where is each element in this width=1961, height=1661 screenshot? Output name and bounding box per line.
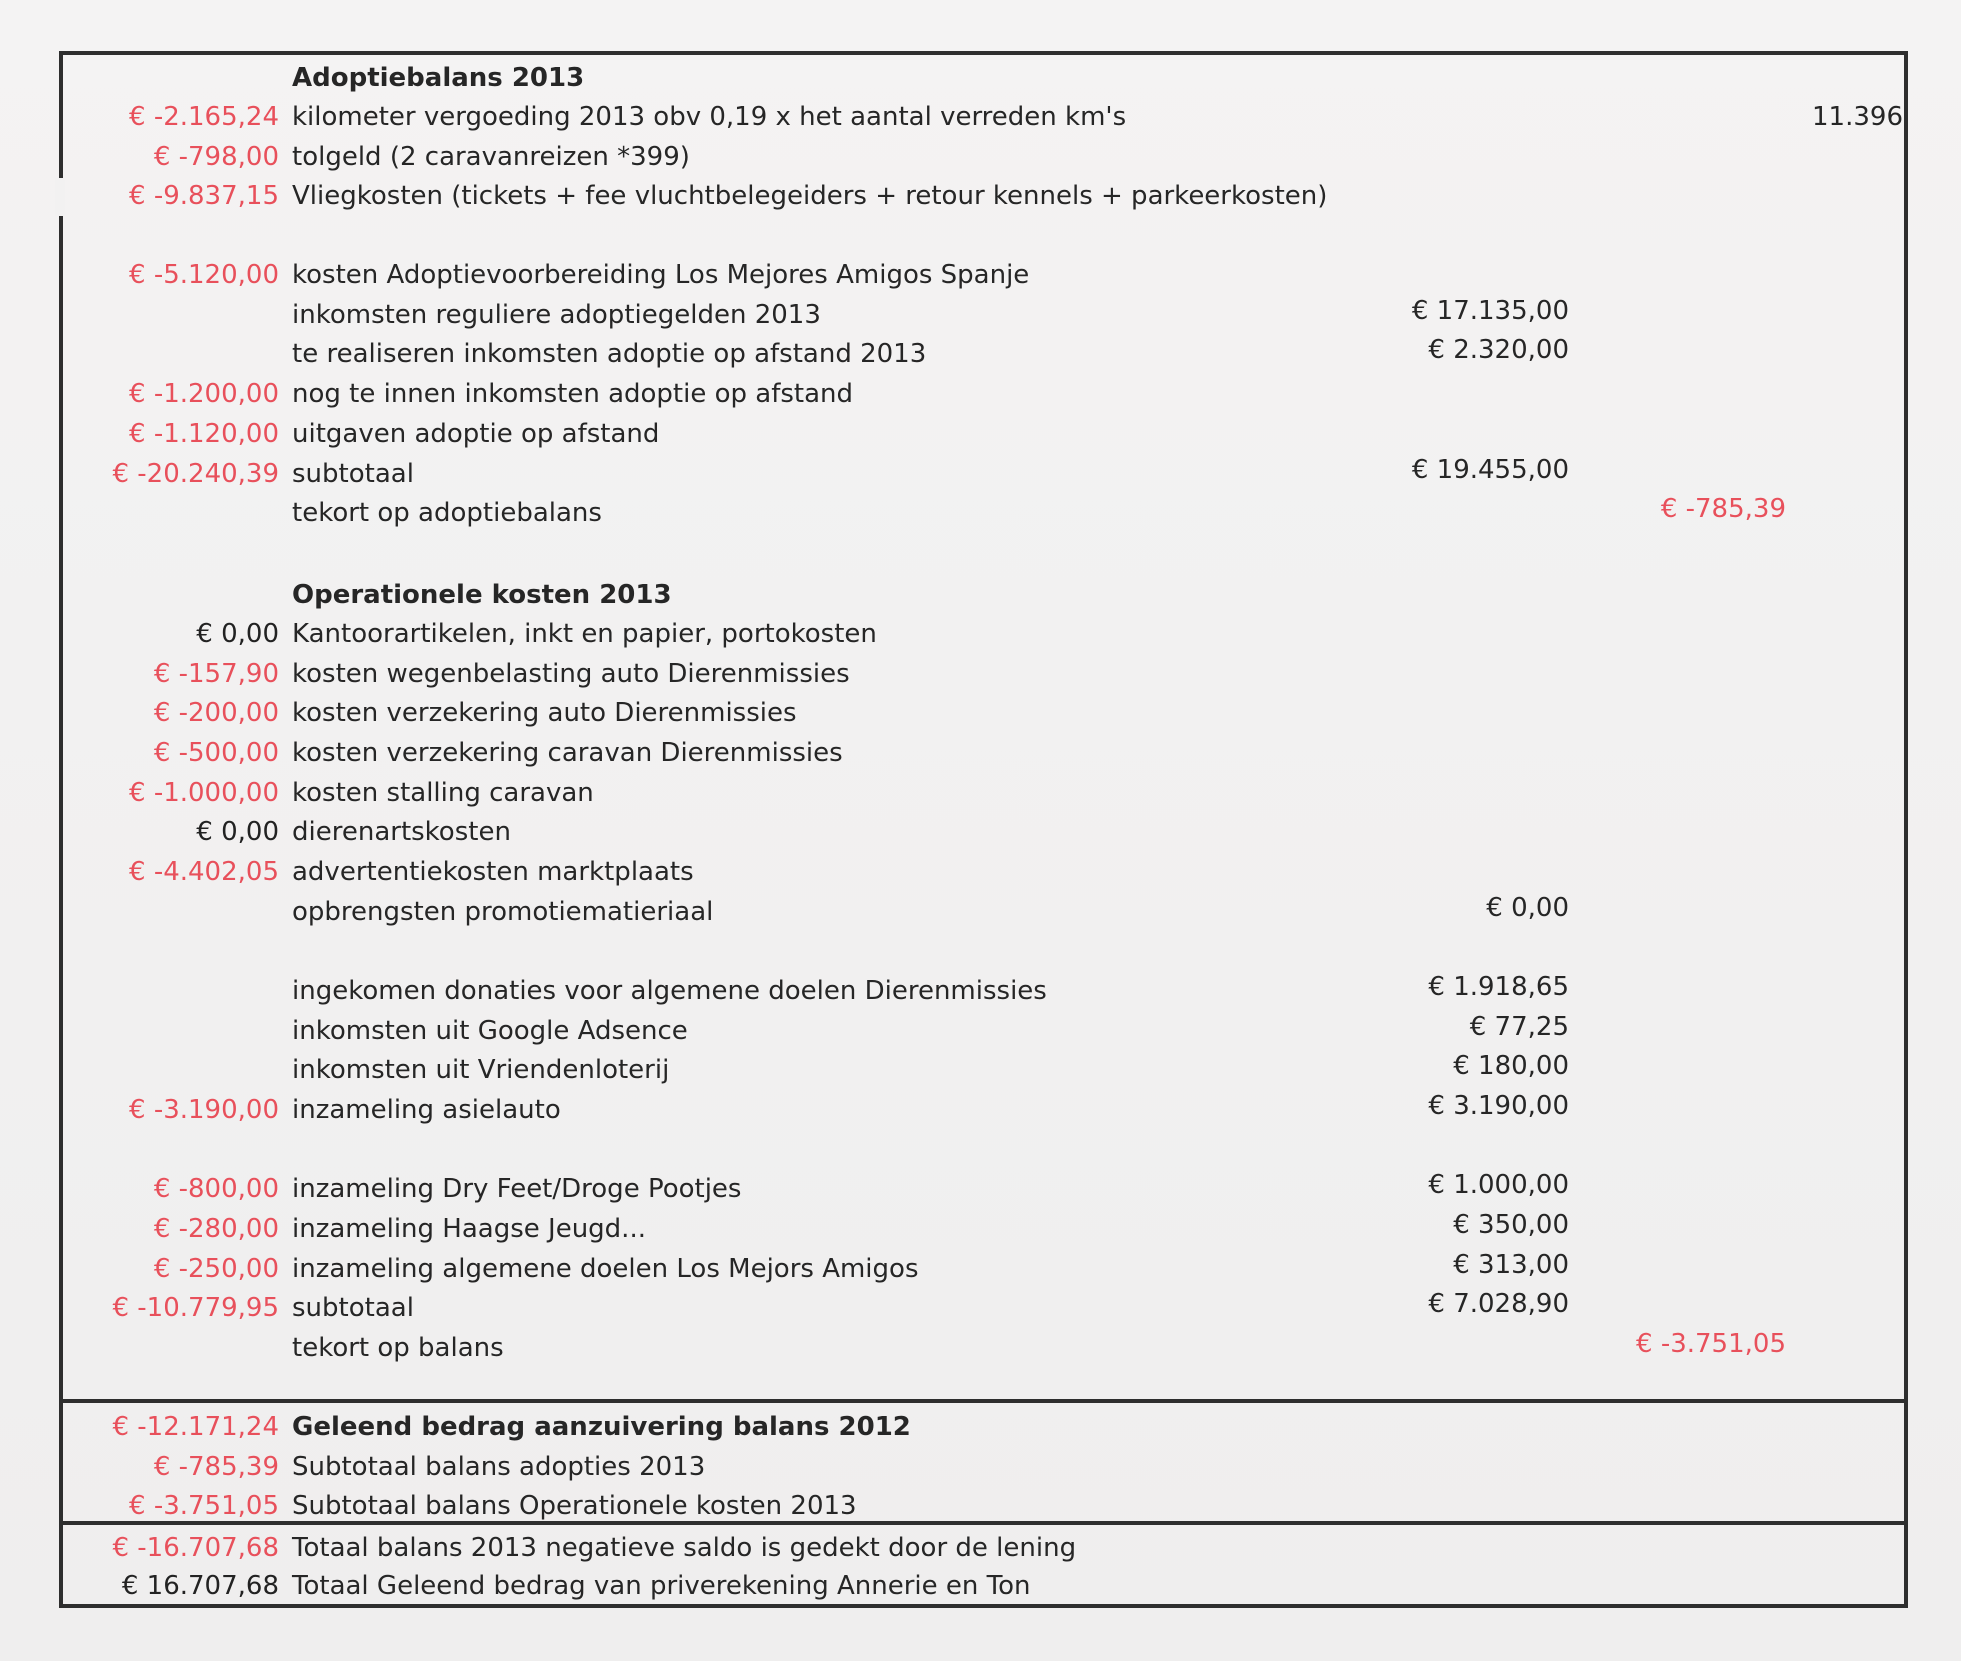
row-amount: € -157,90	[153, 659, 279, 689]
deficit-row	[0, 1330, 1961, 1366]
row-result: € -3.751,05	[1636, 1329, 1786, 1359]
table-row	[0, 1052, 1961, 1088]
row-amount: € -3.190,00	[129, 1095, 279, 1125]
row-income: € 1.918,65	[1428, 972, 1569, 1002]
row-amount: € -4.402,05	[129, 857, 279, 887]
row-result: € -785,39	[1660, 494, 1786, 524]
total-row	[0, 1530, 1961, 1566]
row-description: inzameling Haagse Jeugd...	[292, 1214, 646, 1244]
table-row	[0, 1092, 1961, 1128]
table-row	[0, 775, 1961, 811]
row-description: tolgeld (2 caravanreizen *399)	[292, 142, 690, 172]
row-description: nog te innen inkomsten adoptie op afstand	[292, 379, 854, 409]
row-description: Subtotaal balans adopties 2013	[292, 1452, 706, 1482]
row-income: € 17.135,00	[1411, 296, 1569, 326]
table-row	[0, 854, 1961, 890]
row-description: kosten verzekering auto Dierenmissies	[292, 698, 797, 728]
deficit-row	[0, 495, 1961, 531]
table-row	[0, 257, 1961, 293]
row-description: subtotaal	[292, 1293, 414, 1323]
row-income: € 180,00	[1453, 1051, 1569, 1081]
row-description: Subtotaal balans Operationele kosten 2013	[292, 1491, 857, 1521]
table-row	[0, 656, 1961, 692]
table-row	[0, 735, 1961, 771]
row-description: kilometer vergoeding 2013 obv 0,19 x het aantal verreden km's	[292, 102, 1127, 132]
row-income: € 2.320,00	[1428, 335, 1569, 365]
table-row	[0, 376, 1961, 412]
row-description: opbrengsten promotiematieriaal	[292, 897, 714, 927]
row-description: Geleend bedrag aanzuivering balans 2012	[292, 1412, 911, 1442]
row-amount: € -5.120,00	[129, 260, 279, 290]
table-row	[0, 894, 1961, 930]
row-description: Totaal balans 2013 negatieve saldo is gedekt door de lening	[292, 1533, 1077, 1563]
row-amount: € -9.837,15	[129, 181, 279, 211]
row-description: Totaal Geleend bedrag van priverekening Annerie en Ton	[292, 1571, 1031, 1601]
row-description: inkomsten reguliere adoptiegelden 2013	[292, 300, 821, 330]
row-description: uitgaven adoptie op afstand	[292, 419, 660, 449]
row-amount: € -250,00	[153, 1254, 279, 1284]
summary-row	[0, 1488, 1961, 1524]
summary-row	[0, 1409, 1961, 1445]
section-divider	[59, 1399, 1908, 1403]
row-amount: € -10.779,95	[112, 1293, 279, 1323]
row-description: Kantoorartikelen, inkt en papier, portokosten	[292, 619, 877, 649]
row-amount: € 16.707,68	[121, 1571, 279, 1601]
row-amount: € 0,00	[196, 817, 279, 847]
row-amount: € -16.707,68	[112, 1533, 279, 1563]
row-description: advertentiekosten marktplaats	[292, 857, 694, 887]
row-description: inkomsten uit Vriendenloterij	[292, 1055, 670, 1085]
row-income: € 313,00	[1453, 1250, 1569, 1280]
row-income: € 1.000,00	[1428, 1170, 1569, 1200]
total-row	[0, 1568, 1961, 1604]
row-income: € 0,00	[1486, 893, 1569, 923]
row-description: kosten stalling caravan	[292, 778, 594, 808]
row-description: tekort op adoptiebalans	[292, 498, 602, 528]
row-income: € 77,25	[1469, 1012, 1569, 1042]
row-description: inzameling Dry Feet/Droge Pootjes	[292, 1174, 742, 1204]
operational-heading: Operationele kosten 2013	[292, 580, 672, 610]
row-amount: € -12.171,24	[112, 1412, 279, 1442]
subtotal-row	[0, 456, 1961, 492]
table-row	[0, 1251, 1961, 1287]
operational-heading-row	[0, 577, 1961, 613]
row-amount: € -1.120,00	[129, 419, 279, 449]
row-amount: € -785,39	[153, 1452, 279, 1482]
row-income: € 19.455,00	[1411, 455, 1569, 485]
row-income: € 350,00	[1453, 1210, 1569, 1240]
row-amount: € -280,00	[153, 1214, 279, 1244]
table-row	[0, 297, 1961, 333]
row-amount: € -2.165,24	[129, 102, 279, 132]
row-amount: € -500,00	[153, 738, 279, 768]
row-amount: € -800,00	[153, 1174, 279, 1204]
row-amount: € -20.240,39	[112, 459, 279, 489]
row-amount: € -200,00	[153, 698, 279, 728]
km-count: 11.396	[1812, 102, 1903, 132]
row-amount: € -3.751,05	[129, 1491, 279, 1521]
row-description: inzameling algemene doelen Los Mejors Amigos	[292, 1254, 919, 1284]
row-description: tekort op balans	[292, 1333, 504, 1363]
table-row	[0, 1013, 1961, 1049]
row-description: te realiseren inkomsten adoptie op afstand 2013	[292, 339, 927, 369]
table-row	[0, 695, 1961, 731]
adoption-heading-row	[0, 60, 1961, 96]
row-description: kosten Adoptievoorbereiding Los Mejores Amigos Spanje	[292, 260, 1030, 290]
table-row	[0, 973, 1961, 1009]
table-row	[0, 616, 1961, 652]
table-row	[0, 416, 1961, 452]
row-description: Vliegkosten (tickets + fee vluchtbelegeiders + retour kennels + parkeerkosten)	[292, 181, 1328, 211]
row-description: kosten wegenbelasting auto Dierenmissies	[292, 659, 850, 689]
row-description: inkomsten uit Google Adsence	[292, 1016, 688, 1046]
table-row	[0, 336, 1961, 372]
table-row	[0, 1171, 1961, 1207]
table-row	[0, 814, 1961, 850]
row-amount: € 0,00	[196, 619, 279, 649]
row-amount: € -1.200,00	[129, 379, 279, 409]
table-row	[0, 99, 1961, 135]
row-description: inzameling asielauto	[292, 1095, 561, 1125]
row-income: € 3.190,00	[1428, 1091, 1569, 1121]
table-row	[0, 139, 1961, 175]
table-row	[0, 178, 1961, 214]
subtotal-row	[0, 1290, 1961, 1326]
row-description: ingekomen donaties voor algemene doelen Dierenmissies	[292, 976, 1047, 1006]
row-description: dierenartskosten	[292, 817, 511, 847]
row-description: subtotaal	[292, 459, 414, 489]
row-income: € 7.028,90	[1428, 1289, 1569, 1319]
summary-row	[0, 1449, 1961, 1485]
row-description: kosten verzekering caravan Dierenmissies	[292, 738, 843, 768]
table-row	[0, 1211, 1961, 1247]
row-amount: € -798,00	[153, 142, 279, 172]
row-amount: € -1.000,00	[129, 778, 279, 808]
adoption-heading: Adoptiebalans 2013	[292, 63, 585, 93]
